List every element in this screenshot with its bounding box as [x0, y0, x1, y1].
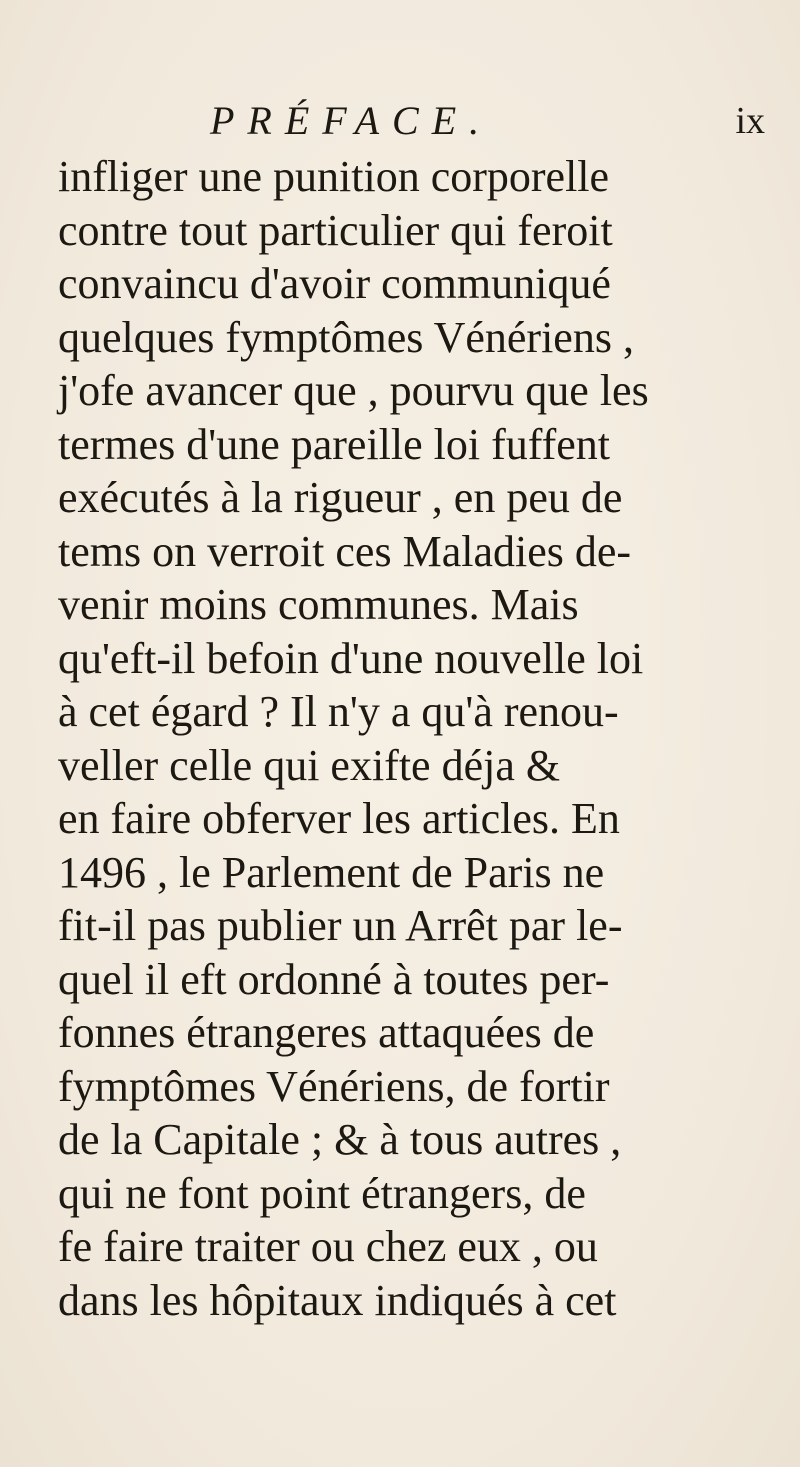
- text-line: tems on verroit ces Maladies de-: [58, 526, 632, 576]
- text-line: dans les hôpitaux indiqués à cet: [58, 1275, 617, 1325]
- text-line: fymptômes Vénériens, de fortir: [58, 1061, 610, 1111]
- text-line: veller celle qui exifte déja &: [58, 740, 561, 790]
- text-line: de la Capitale ; & à tous autres ,: [58, 1115, 622, 1164]
- text-line: qui ne font point étrangers, de: [58, 1168, 586, 1218]
- text-line: fe faire traiter ou chez eux , ou: [58, 1222, 598, 1271]
- page-number: ix: [735, 100, 765, 142]
- text-line: convaincu d'avoir communiqué: [58, 259, 611, 308]
- text-line: fonnes étrangeres attaquées de: [58, 1008, 595, 1057]
- text-line: j'ofe avancer que , pourvu que les: [58, 366, 649, 415]
- text-line: termes d'une pareille loi fuffent: [58, 419, 611, 469]
- text-line: à cet égard ? Il n'y a qu'à renou-: [58, 687, 619, 736]
- text-line: en faire obferver les articles. En: [58, 794, 620, 843]
- text-line: infliger une punition corporelle: [58, 152, 610, 201]
- text-line: quelques fymptômes Vénériens ,: [58, 312, 634, 362]
- running-title: PRÉFACE.: [210, 98, 493, 143]
- text-line: 1496 , le Parlement de Paris ne: [58, 847, 605, 897]
- text-line: contre tout particulier qui feroit: [58, 205, 613, 255]
- text-line: fit-il pas publier un Arrêt par le-: [58, 901, 623, 950]
- running-head: [210, 96, 765, 146]
- text-line: venir moins communes. Mais: [58, 580, 579, 629]
- text-line: qu'eft-il befoin d'une nouvelle loi: [58, 633, 644, 683]
- body-text: [58, 150, 748, 1327]
- text-line: exécutés à la rigueur , en peu de: [58, 473, 623, 522]
- text-line: quel il eft ordonné à toutes per-: [58, 954, 610, 1004]
